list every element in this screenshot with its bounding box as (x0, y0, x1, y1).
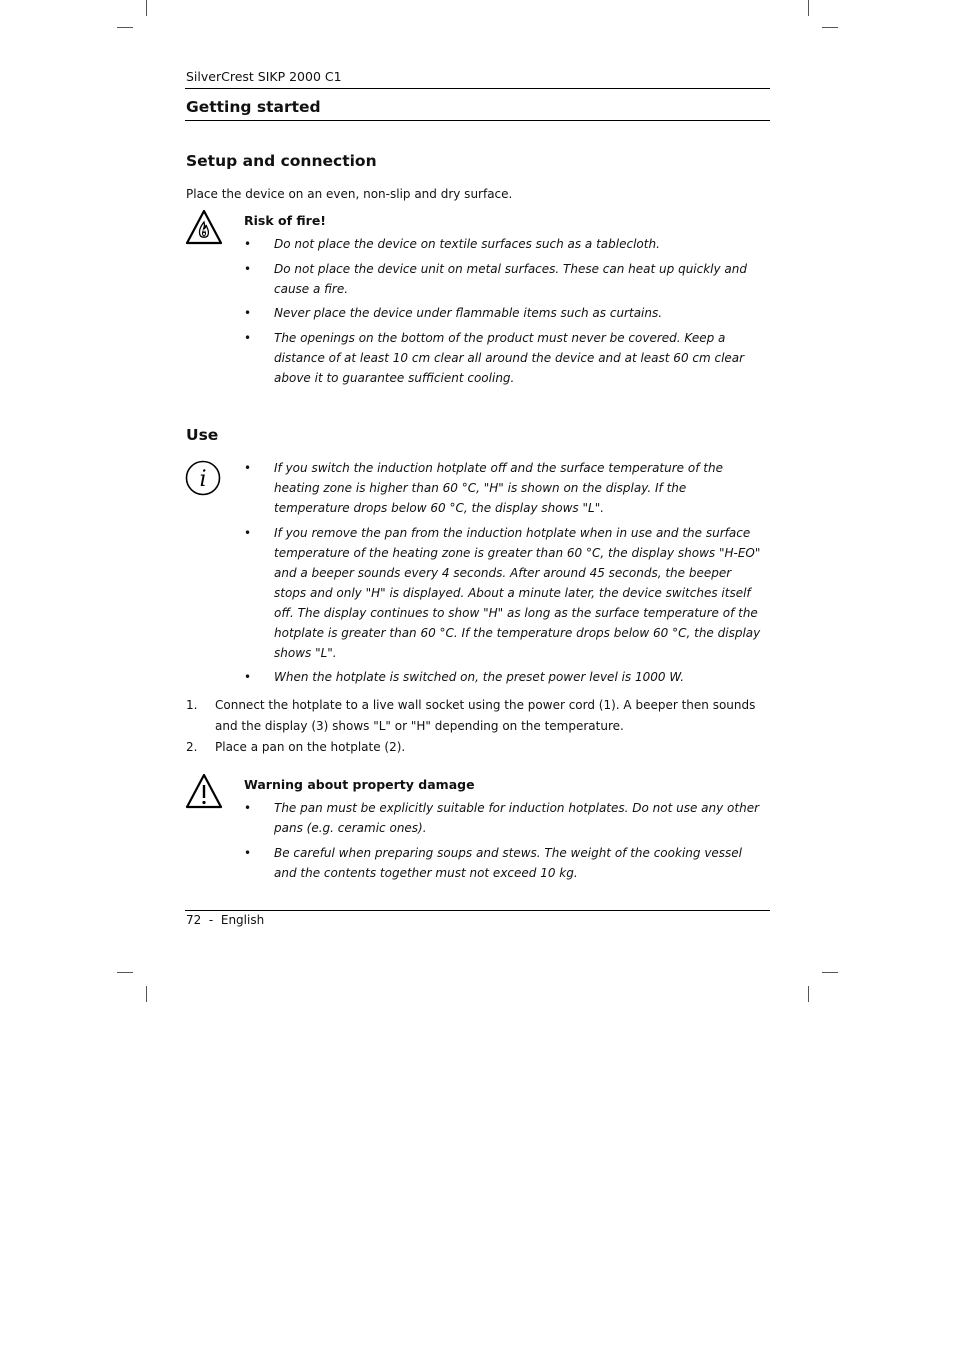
list-item: • The openings on the bottom of the product must never be covered. Keep a distance of at least 10 cm clear all around the device and at least 60 cm clear above it to guarantee sufficient cooling. (244, 328, 764, 388)
bullet-icon: • (244, 261, 252, 276)
property-warning-block (244, 777, 764, 887)
bullet-icon: • (244, 670, 252, 684)
list-item: • If you switch the induction hotplate off and the surface temperature of the heating zone is higher than 60 °C, "H" is shown on the display. If the temperature drops below 60 °C, the display shows "L". (244, 458, 764, 518)
crop-mark (146, 0, 147, 16)
info-list (244, 458, 764, 687)
page-footer: 72 - English (186, 913, 265, 927)
bullet-icon: • (244, 525, 252, 540)
crop-mark (117, 972, 133, 973)
fire-warning-title: Risk of fire! (244, 213, 327, 228)
list-item: • Do not place the device unit on metal surfaces. These can heat up quickly and cause a fire. (244, 259, 764, 299)
bullet-icon: • (244, 845, 252, 860)
section-title: Getting started (186, 98, 321, 116)
list-item: • The pan must be explicitly suitable for induction hotplates. Do not use any other pans (e.g. ceramic ones). (244, 798, 764, 838)
list-item: 1. Connect the hotplate to a live wall socket using the power cord (1). A beeper then sounds and the display (3) shows "L" or "H" depending on the temperature. (186, 698, 756, 733)
use-heading: Use (186, 426, 219, 444)
list-item: • Do not place the device on textile surfaces such as a tablecloth. (244, 234, 764, 254)
bullet-icon: • (244, 237, 252, 251)
crop-mark (822, 972, 838, 973)
header-rule (185, 88, 770, 89)
list-item: • If you remove the pan from the induction hotplate when in use and the surface temperature of the heating zone is greater than 60 °C, the display shows "H-EO" and a beeper sounds every 4 seconds. After around 45 seconds, the beeper stops and only "H" is displayed. About a minute later, the device switches itself off. The display continues to show "H" as long as the surface temperature of the hotplate is greater than 60 °C. If the temperature drops below 60 °C, the display shows "L". (244, 523, 764, 663)
info-block (244, 458, 764, 692)
setup-intro: Place the device on an even, non-slip and dry surface. (186, 187, 513, 201)
bullet-icon: • (244, 306, 252, 320)
info-icon (185, 459, 223, 495)
bullet-icon: • (244, 801, 252, 815)
property-warning-title: Warning about property damage (244, 777, 475, 792)
crop-mark (117, 27, 133, 28)
bullet-icon: • (244, 461, 252, 475)
crop-mark (808, 986, 809, 1002)
warning-triangle-icon (185, 773, 223, 809)
crop-mark (146, 986, 147, 1002)
list-item: • When the hotplate is switched on, the preset power level is 1000 W. (244, 667, 764, 687)
header-title: SilverCrest SIKP 2000 C1 (186, 69, 342, 84)
crop-mark (822, 27, 838, 28)
list-item: 2. Place a pan on the hotplate (2). (186, 740, 406, 754)
section-rule (185, 120, 770, 121)
fire-warning-list (244, 234, 764, 388)
bullet-icon: • (244, 330, 252, 345)
setup-heading: Setup and connection (186, 152, 377, 170)
steps-list (186, 695, 766, 758)
property-warning-list (244, 798, 764, 883)
footer-rule (185, 910, 770, 911)
fire-warning-block (244, 213, 764, 392)
crop-mark (808, 0, 809, 16)
fire-warning-icon (185, 209, 223, 245)
list-item: • Never place the device under flammable items such as curtains. (244, 303, 764, 323)
list-item: • Be careful when preparing soups and stews. The weight of the cooking vessel and the contents together must not exceed 10 kg. (244, 843, 764, 883)
svg-text:i: i (199, 467, 207, 492)
